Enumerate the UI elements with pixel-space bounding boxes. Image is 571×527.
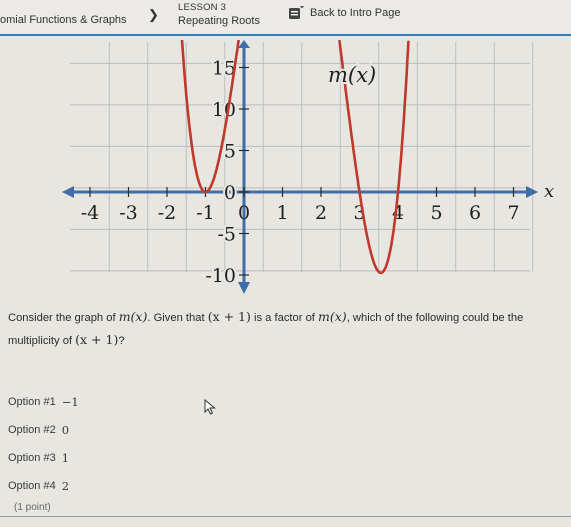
question-text-part: Consider the graph of — [8, 312, 119, 324]
question-line-2 — [8, 329, 568, 352]
option-label: Option #1 — [8, 396, 56, 408]
x-tick-label: -4 — [80, 202, 100, 224]
x-tick-label: 2 — [314, 202, 328, 224]
top-navigation-bar — [0, 0, 571, 36]
y-tick-label: 15 — [211, 57, 236, 80]
factor-ref: (x + 1) — [75, 332, 119, 347]
y-tick-label: -10 — [205, 265, 236, 287]
chevron-right-icon: ❯ — [148, 7, 159, 22]
x-tick-label: 3 — [353, 202, 366, 224]
function-ref: m(x) — [118, 309, 148, 324]
lesson-title: Repeating Roots — [178, 15, 260, 27]
option-value: −1 — [61, 395, 79, 409]
question-text-part: ? — [118, 335, 125, 347]
function-label: m(x) — [328, 63, 377, 87]
option-1[interactable] — [8, 388, 79, 416]
option-value: 2 — [61, 479, 70, 493]
option-label: Option #4 — [8, 480, 56, 492]
function-ref: m(x) — [318, 309, 347, 324]
x-tick-label: 4 — [391, 202, 405, 224]
y-axis-arrow-down — [238, 282, 250, 294]
back-page-icon — [288, 6, 304, 20]
x-tick-label: 0 — [237, 202, 251, 224]
x-tick-label: -2 — [157, 202, 177, 224]
back-to-intro-button[interactable] — [288, 4, 401, 22]
option-label: Option #3 — [8, 452, 56, 464]
lesson-number: LESSON 3 — [178, 2, 227, 13]
breadcrumb-course[interactable]: omial Functions & Graphs — [0, 14, 127, 26]
factor-ref: (x + 1) — [207, 309, 251, 324]
option-3[interactable] — [8, 444, 79, 472]
graph-svg — [60, 40, 570, 300]
x-axis-arrow-right — [526, 186, 538, 198]
mouse-cursor-icon — [204, 399, 216, 415]
x-tick-label: -3 — [119, 202, 138, 224]
question-line-1 — [8, 306, 568, 329]
option-value: 0 — [61, 423, 70, 437]
option-value: 1 — [61, 451, 70, 465]
option-label: Option #2 — [8, 424, 56, 436]
x-tick-label: 1 — [276, 202, 289, 224]
x-axis-label: x — [544, 181, 555, 202]
question-text-part: , which of the following could be the — [346, 312, 524, 324]
y-tick-label: 0 — [223, 182, 236, 204]
back-button-label: Back to Intro Page — [310, 7, 401, 19]
y-tick-label: 10 — [211, 99, 236, 121]
x-tick-label: 5 — [430, 202, 443, 224]
answer-options — [8, 388, 79, 500]
question-text-part: is a factor of — [250, 312, 319, 324]
y-axis-arrow-up — [238, 40, 250, 48]
x-tick-label: -1 — [196, 202, 215, 224]
question-text — [8, 306, 568, 352]
y-tick-label: 5 — [223, 140, 236, 163]
points-label: (1 point) — [14, 502, 51, 513]
y-tick-label: -5 — [217, 223, 236, 246]
x-axis-arrow-left — [62, 186, 74, 198]
question-text-part: . Given that — [147, 312, 208, 324]
x-tick-label: 7 — [507, 202, 520, 224]
divider — [0, 516, 571, 517]
option-4[interactable] — [8, 472, 79, 500]
x-tick-label: 6 — [468, 202, 482, 224]
question-text-part: multiplicity of — [8, 335, 76, 347]
function-graph — [60, 40, 570, 300]
option-2[interactable] — [8, 416, 79, 444]
